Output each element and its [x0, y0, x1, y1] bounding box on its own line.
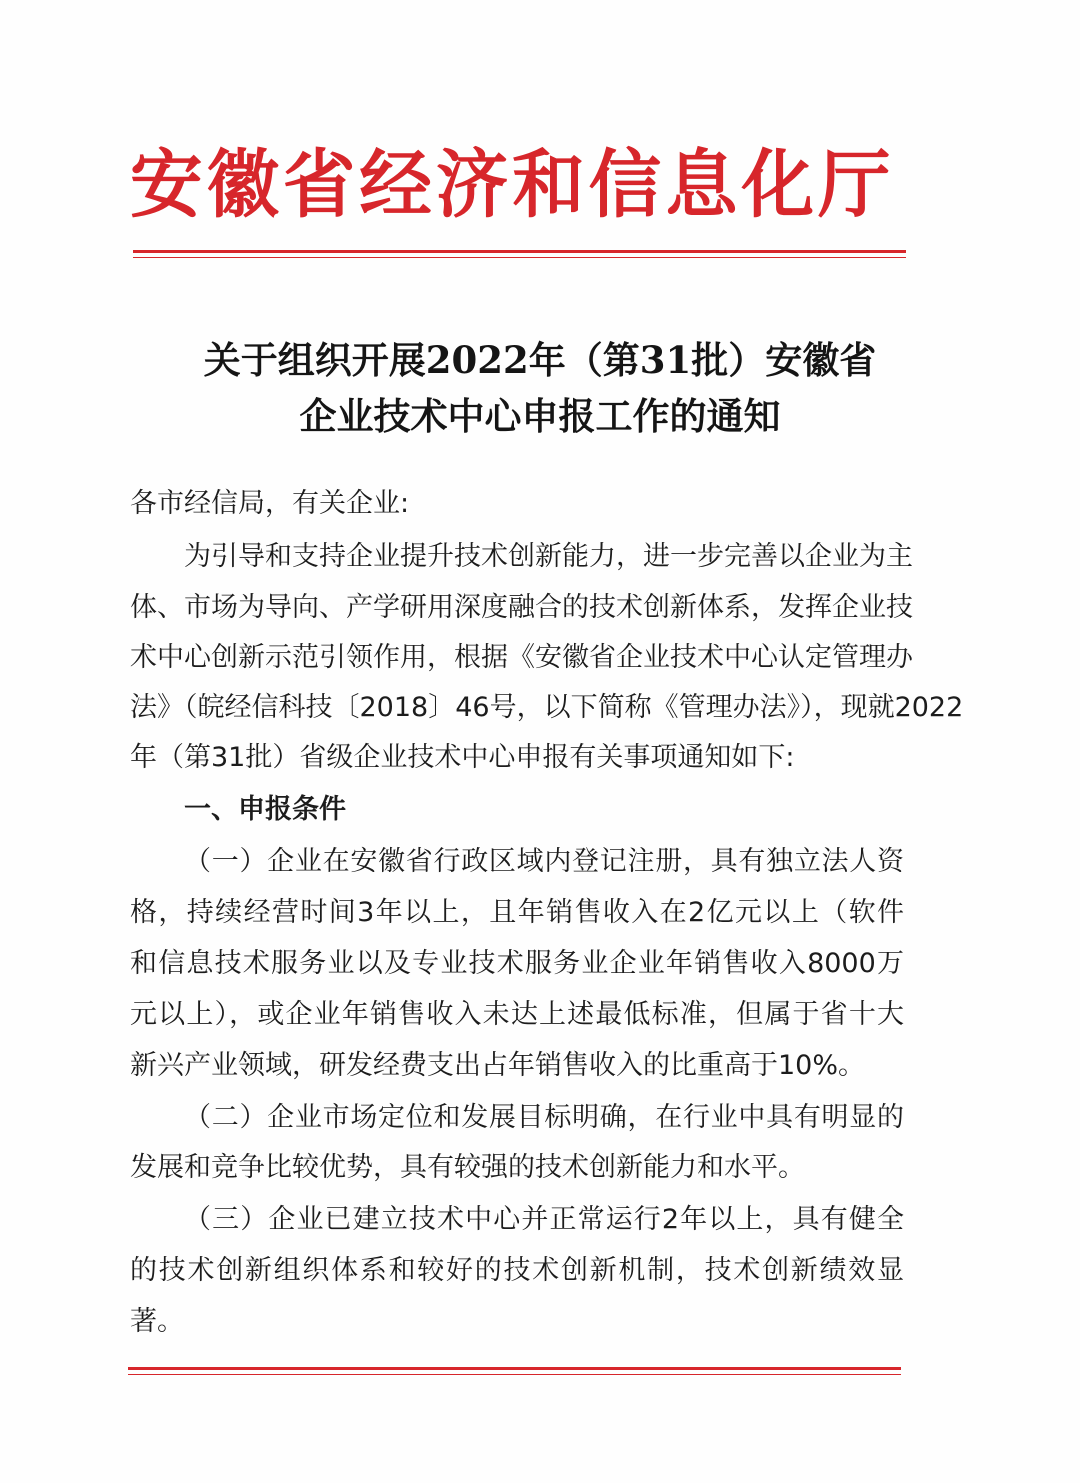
condition-2-line: 发展和竞争比较优势，具有较强的技术创新能力和水平。 — [130, 1152, 805, 1183]
letterhead-red-rule — [133, 250, 906, 253]
notice-title-line2: 企业技术中心申报工作的通知 — [299, 394, 781, 438]
condition-3-line: （三）企业已建立技术中心并正常运行2年以上，具有健全 — [184, 1204, 904, 1235]
footer-red-rule — [128, 1367, 901, 1370]
notice-title-line1: 关于组织开展2022年（第31批）安徽省 — [203, 338, 877, 382]
condition-1-line: 新兴产业领域，研发经费支出占年销售收入的比重高于10%。 — [130, 1050, 866, 1081]
intro-line: 术中心创新示范引领作用，根据《安徽省企业技术中心认定管理办 — [130, 642, 913, 673]
letterhead-org-name: 安徽省经济和信息化厅 — [130, 142, 895, 228]
condition-3-line: 著。 — [130, 1306, 184, 1337]
section-heading: 一、申报条件 — [184, 794, 346, 825]
intro-line: 体、市场为导向、产学研用深度融合的技术创新体系，发挥企业技 — [130, 592, 913, 623]
salutation: 各市经信局，有关企业: — [130, 488, 410, 519]
condition-3-line: 的技术创新组织体系和较好的技术创新机制，技术创新绩效显 — [130, 1255, 904, 1286]
condition-1-line: （一）企业在安徽省行政区域内登记注册，具有独立法人资 — [184, 846, 904, 877]
intro-line: 年（第31批）省级企业技术中心申报有关事项通知如下: — [130, 742, 795, 773]
intro-line: 为引导和支持企业提升技术创新能力，进一步完善以企业为主 — [184, 541, 913, 572]
condition-1-line: 元以上），或企业年销售收入未达上述最低标准，但属于省十大 — [130, 999, 904, 1030]
condition-1-line: 格，持续经营时间3年以上，且年销售收入在2亿元以上（软件 — [130, 897, 904, 928]
intro-line: 法》（皖经信科技〔2018〕46号，以下简称《管理办法》），现就2022 — [130, 692, 964, 723]
condition-2-line: （二）企业市场定位和发展目标明确，在行业中具有明显的 — [184, 1102, 904, 1133]
condition-1-line: 和信息技术服务业以及专业技术服务业企业年销售收入8000万 — [130, 948, 904, 979]
